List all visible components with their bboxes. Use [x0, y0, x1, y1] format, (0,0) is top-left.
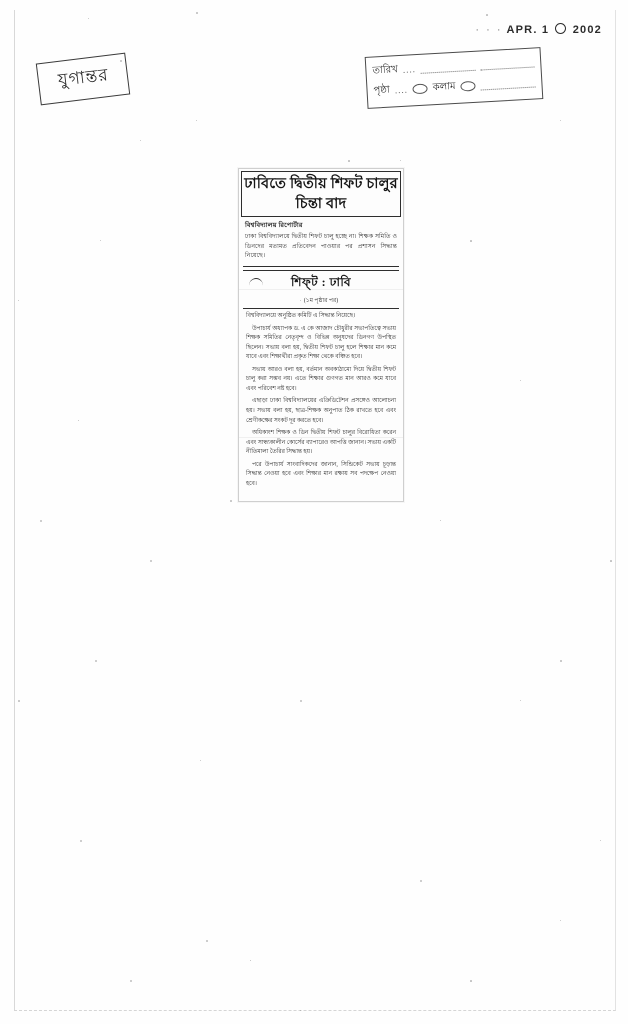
scan-speckle	[95, 660, 97, 662]
scan-speckle	[486, 14, 488, 16]
scan-speckle	[206, 940, 208, 942]
scan-speckle	[18, 300, 19, 301]
scan-speckle	[100, 240, 101, 241]
scan-speckle	[470, 240, 472, 242]
article-paragraph: সভায় আরও বলা হয়, বর্তমান অবকাঠামো দিয়ে দ্বিতীয় শিফট চালু করা সম্ভব নয়। এতে শিক্ষার গুণগত মান আরও কমে যাবে এবং পরিবেশ নষ্ট হবে।	[246, 366, 396, 392]
registry-stamp	[365, 47, 544, 109]
scan-speckle	[520, 700, 521, 701]
article-paragraph: উপাচার্য অধ্যাপক ড. এ কে আজাদ চৌধুরীর সভাপতিত্বে সভায় শিক্ষক সমিতির নেতৃবৃন্দ ও বিভিন্ন অনুষদের ডিনগণ উপস্থিত ছিলেন। সভায় বলা হয়, দ্বিতীয় শিফট চালু হলে শিক্ষার মান কমে যাবে এবং শিক্ষার্থীরা প্রকৃত শিক্ষা থেকে বঞ্চিত হবে।	[246, 325, 396, 361]
scan-speckle	[18, 700, 20, 702]
scan-speckle	[120, 60, 122, 62]
news-clipping	[238, 168, 404, 502]
page-title: ঢাবিতে দ্বিতীয় শিফট চালুর চিন্তা বাদ	[244, 176, 398, 212]
jump-reference: (১ম পৃষ্ঠার পর)	[303, 297, 339, 304]
scan-speckle	[560, 120, 561, 121]
jump-head-block	[243, 270, 399, 309]
scan-speckle	[88, 18, 89, 19]
circle-icon	[555, 23, 566, 34]
lede-paragraph: ঢাকা বিশ্ববিদ্যালয়ে দ্বিতীয় শিফট চালু হচ্ছে না। শিক্ষক সমিতি ও ডিনদের মতামত প্রতিবেদন পাওয়ার পর প্রশাসন সিদ্ধান্ত নিয়েছে।	[245, 233, 397, 260]
scan-speckle	[140, 140, 141, 141]
article-paragraph: পরে উপাচার্য সাংবাদিকদের জানান, সিন্ডিকেট সভায় চূড়ান্ত সিদ্ধান্ত নেওয়া হবে এবং শিক্ষার মান রক্ষায় সব পদক্ষেপ নেওয়া হবে।	[246, 461, 396, 487]
date-stamp-year: 2002	[572, 24, 602, 36]
jump-headline: শিফ্‌ট : ঢাবি	[290, 274, 352, 289]
article-paragraph: এছাড়া ঢাকা বিশ্ববিদ্যালয়ের এক্রিডিটেশন প্রসঙ্গেও আলোচনা হয়। সভায় বলা হয়, ছাত্র-শিক্ষক অনুপাত ঠিক রাখতে হবে এবং শ্রেণীকক্ষের সংকট দূর করতে হবে।	[246, 398, 396, 424]
article-body	[239, 309, 403, 501]
registry-page-dots: ....	[394, 84, 409, 96]
scan-speckle	[300, 1010, 301, 1011]
registry-column-label: কলাম	[432, 80, 456, 93]
oval-icon	[412, 83, 428, 94]
registry-date-dots: ....	[402, 64, 417, 75]
publisher-stamp-text: যুগান্তর	[56, 65, 110, 90]
scan-speckle	[196, 120, 197, 121]
date-stamp-month: APR.	[506, 24, 538, 36]
registry-page-line	[481, 85, 536, 90]
scan-speckle	[196, 12, 198, 14]
article-paragraph: বিশ্ববিদ্যালয়ে অনুষ্ঠিত কমিটি এ সিদ্ধান্ত নিয়েছে।	[246, 312, 356, 319]
arrow-icon	[249, 278, 263, 287]
scan-border	[14, 10, 616, 1011]
scan-speckle	[150, 560, 152, 562]
scan-speckle	[400, 160, 401, 161]
scan-speckle	[560, 660, 562, 662]
publisher-stamp	[36, 53, 130, 106]
registry-date-line-2	[480, 65, 534, 70]
scan-speckle	[200, 760, 201, 761]
scan-speckle	[80, 840, 82, 842]
scan-speckle	[560, 920, 561, 921]
date-stamp-dots: · · ·	[475, 24, 503, 36]
scan-speckle	[348, 160, 350, 162]
scan-speckle	[40, 520, 42, 522]
registry-date-label: তারিখ	[372, 63, 399, 77]
scan-speckle	[610, 560, 612, 562]
scan-speckle	[520, 380, 521, 381]
scan-speckle	[600, 840, 601, 841]
registry-page-label: পৃষ্ঠা	[373, 84, 391, 97]
registry-date-line	[421, 69, 475, 74]
scan-speckle	[230, 500, 232, 502]
date-stamp	[475, 22, 602, 36]
headline-box	[241, 171, 401, 217]
scan-speckle	[420, 880, 422, 882]
date-stamp-day: 1	[541, 24, 550, 36]
scan-speckle	[78, 420, 79, 421]
oval-icon-2	[460, 81, 476, 92]
divider	[243, 266, 399, 267]
scan-speckle	[250, 960, 251, 961]
scan-speckle	[300, 300, 301, 301]
scan-speckle	[440, 520, 441, 521]
scan-speckle	[470, 980, 472, 982]
scan-speckle	[130, 980, 132, 982]
article-paragraph: অধিকাংশ শিক্ষক ও ডিন দ্বিতীয় শিফট চালুর বিরোধিতা করেন এবং সান্ধ্যকালীন কোর্সের ব্যাপারেও আপত্তি জানান। সভায় একটি নীতিমালা তৈরির সিদ্ধান্ত হয়।	[246, 430, 396, 456]
byline: বিশ্ববিদ্যালয় রিপোর্টার	[245, 222, 303, 230]
scan-speckle	[300, 700, 302, 702]
